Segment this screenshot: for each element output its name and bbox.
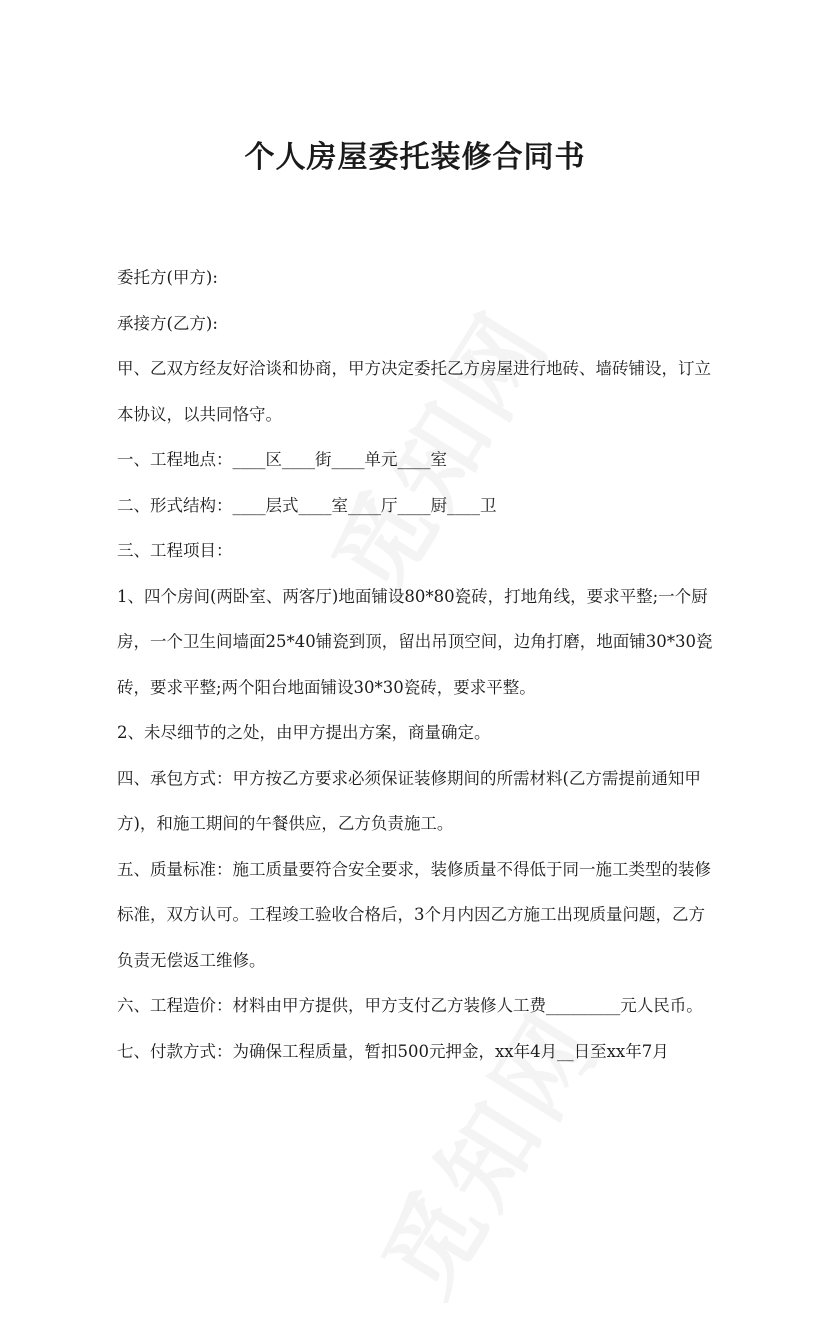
contract-body [117, 255, 717, 1074]
section-payment: 七、付款方式：为确保工程质量，暂扣500元押金，xx年4月__日至xx年7月 [117, 1041, 669, 1061]
section-quality-standard: 五、质量标准：施工质量要符合安全要求，装修质量不得低于同一施工类型的装修标准，双方认可。工程竣工验收合格后，3个月内因乙方施工出现质量问题，乙方负责无偿返工维修。 [117, 859, 711, 970]
section-contract-method: 四、承包方式：甲方按乙方要求必须保证装修期间的所需材料(乙方需提前通知甲方)，和施工期间的午餐供应，乙方负责施工。 [117, 768, 701, 833]
project-item-2: 2、未尽细节的之处，由甲方提出方案，商量确定。 [117, 723, 491, 742]
document-title: 个人房屋委托装修合同书 [244, 140, 586, 175]
section-structure: 二、形式结构：____层式____室____厅____厨____卫 [117, 495, 497, 515]
party-a-line: 委托方(甲方): [117, 268, 218, 287]
section-cost: 六、工程造价：材料由甲方提供，甲方支付乙方装修人工费_________元人民币。 [117, 996, 703, 1015]
project-item-1: 1、四个房间(两卧室、两客厅)地面铺设80*80瓷砖，打地角线，要求平整;一个厨房，一个卫生间墙面25*40铺瓷到顶，留出吊顶空间，边角打磨，地面铺30*30瓷砖，要求平整;两个阳台地面铺设30*30瓷砖，要求平整。 [117, 586, 713, 697]
intro-paragraph: 甲、乙双方经友好洽谈和协商，甲方决定委托乙方房屋进行地砖、墙砖铺设，订立本协议，以共同恪守。 [117, 359, 711, 424]
party-b-line: 承接方(乙方): [117, 313, 218, 333]
section-project-heading: 三、工程项目： [117, 541, 233, 560]
section-location: 一、工程地点：____区____街____单元____室 [117, 450, 447, 469]
